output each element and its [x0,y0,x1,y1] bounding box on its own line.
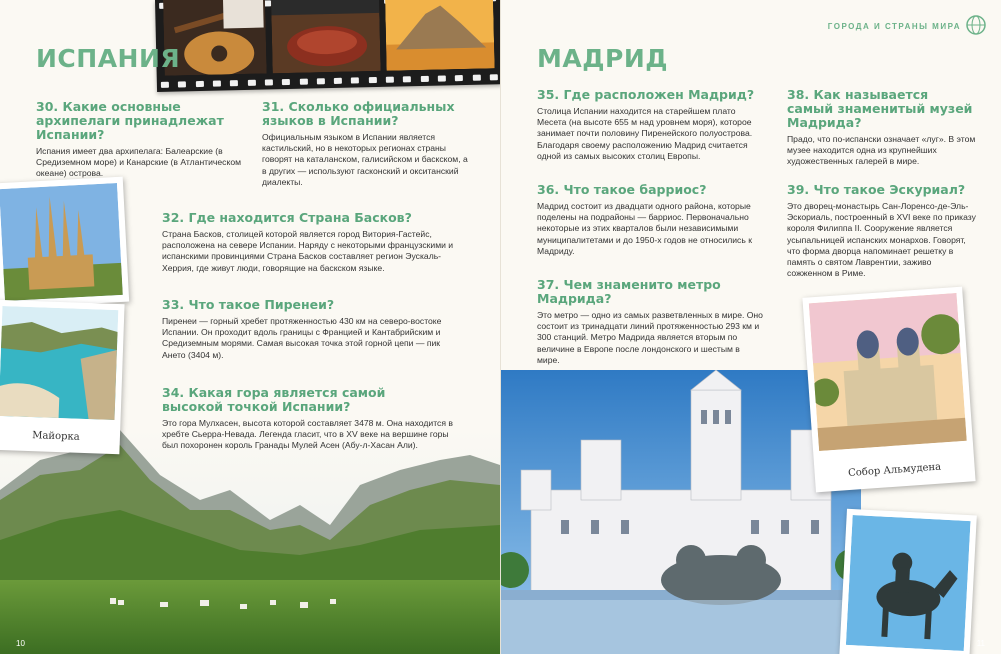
answer-text: Это метро — одно из самых разветвленных в мире. Оно состоит из тринадцати линий протяженностью 293 км и 300 станций. Метро Мадрида является вторым по величине в Европе после лондонского и шестым в мире. [537,310,763,365]
question-36 [537,183,763,257]
question-text: Какие основные архипелаги принадлежат Испании? [36,99,224,142]
question-text: Где находится Страна Басков? [188,210,412,225]
mallorca-photo-card [0,300,125,454]
question-number: 33. [162,297,185,312]
question-title [262,100,472,128]
question-number: 30. [36,99,59,114]
question-number: 36. [537,182,560,197]
question-text: Что такое Пиренеи? [188,297,335,312]
question-title [537,88,763,102]
photo-caption: Майорка [31,430,80,443]
question-text: Какая гора является самой высокой точкой Испании? [162,385,386,414]
mallorca-photo [0,306,118,420]
question-39 [787,183,977,279]
answer-text: Испания имеет два архипелага: Балеарские (в Средиземном море) и Канарские (в Атлантическом океане) острова. [36,146,242,179]
question-title [787,183,977,197]
globe-icon [965,14,987,36]
sagrada-familia-photo [0,183,123,301]
question-text: Что такое барриос? [563,182,707,197]
question-number: 31. [262,99,285,114]
page-number: 10 [16,639,25,648]
answer-text: Это дворец-монастырь Сан-Лоренсо-де-Эль-Эскориаль, построенный в XVI веке по приказу короля Филиппа II. Сооружение является усыпальницей испанских монархов. Говорят, что форма дворца напоминает решетку в память о святом Лаврентии, заживо сожженном в Риме. [787,201,976,279]
almudena-photo-card [802,287,975,493]
sagrada-familia-photo-card [0,177,129,309]
question-title [36,100,248,142]
question-number: 35. [537,87,560,102]
question-title [162,386,422,414]
statue-photo-card [839,509,977,654]
question-37 [537,278,763,366]
question-34 [162,386,462,452]
question-text: Как называется самый знаменитый музей Мадрида? [787,87,973,130]
pyrenees-landscape-photo [0,430,500,654]
answer-text: Мадрид состоит из двадцати одного района, которые поделены на подрайоны — барриос. Первоначально некоторые из этих кварталов были независимыми муниципалитетами и до 1950-х годов не относились к Мадриду. [537,201,752,256]
page-number: 11 [976,639,985,648]
answer-text: Официальным языком в Испании является кастильский, но в некоторых регионах страны говорят на каталанском, галисийском и баскском, а в других — используют гасконский и окситанский диалекты. [262,132,468,187]
question-number: 32. [162,210,185,225]
page-heading-madrid: МАДРИД [537,44,669,73]
question-35 [537,88,763,162]
answer-text: Страна Басков, столицей которой является город Витория-Гастейс, расположена на севере Испании. Наряду с некоторыми французскими и испанскими провинциями Страна Басков составляет регион Эускаль-Херрия, где живут люди, говорящие на баскском языке. [162,229,454,273]
answer-text: Это гора Мулхасен, высота которой составляет 3478 м. Она находится в хребте Сьерра-Невада. Легенда гласит, что в XV веке на вершине горы был похоронен король Гранады Мулей Асен (Абу-л-Хасан Али). [162,418,453,451]
equestrian-statue-photo [846,515,971,651]
question-30 [36,100,248,180]
question-number: 37. [537,277,560,292]
cibeles-palace-photo [501,370,861,654]
question-title [787,88,977,130]
question-text: Что такое Эскуриал? [813,182,966,197]
answer-text: Столица Испании находится на старейшем плато Месета (на высоте 655 м над уровнем моря), которое занимает почти половину Пиренейского полуострова. Благодаря своему расположению Мадрид считается одной из самых высоких столиц Европы. [537,106,753,161]
almudena-cathedral-photo [809,293,967,451]
question-title [162,298,462,312]
film-strip [155,0,500,92]
question-text: Сколько официальных языков в Испании? [262,99,455,128]
gibraltar-rock-photo [385,0,495,71]
left-page [0,0,500,654]
question-number: 39. [787,182,810,197]
answer-text: Прадо, что по-испански означает «луг». В этом музее находится одна из крупнейших художественных галерей в мире. [787,134,976,167]
photo-caption: Собор Альмудена [847,461,942,480]
right-page [500,0,1001,654]
question-title [162,211,462,225]
question-32 [162,211,462,274]
answer-text: Пиренеи — горный хребет протяженностью 430 км на северо-востоке Испании. Он проходит вдоль границы с Францией и Кантабрийским и Средиземным морями. Самая высокая точка этой горной цепи — пик Aнето (3404 м). [162,316,442,360]
question-text: Где расположен Мадрид? [563,87,755,102]
page-heading-spain: ИСПАНИЯ [36,44,181,73]
question-38 [787,88,977,168]
jamon-photo [271,0,381,73]
question-text: Чем знаменито метро Мадрида? [537,277,721,306]
question-31 [262,100,472,188]
question-33 [162,298,462,361]
question-title [537,183,763,197]
series-title: ГОРОДА И СТРАНЫ МИРА [827,22,961,31]
question-title [537,278,763,306]
question-number: 38. [787,87,810,102]
question-number: 34. [162,385,185,400]
